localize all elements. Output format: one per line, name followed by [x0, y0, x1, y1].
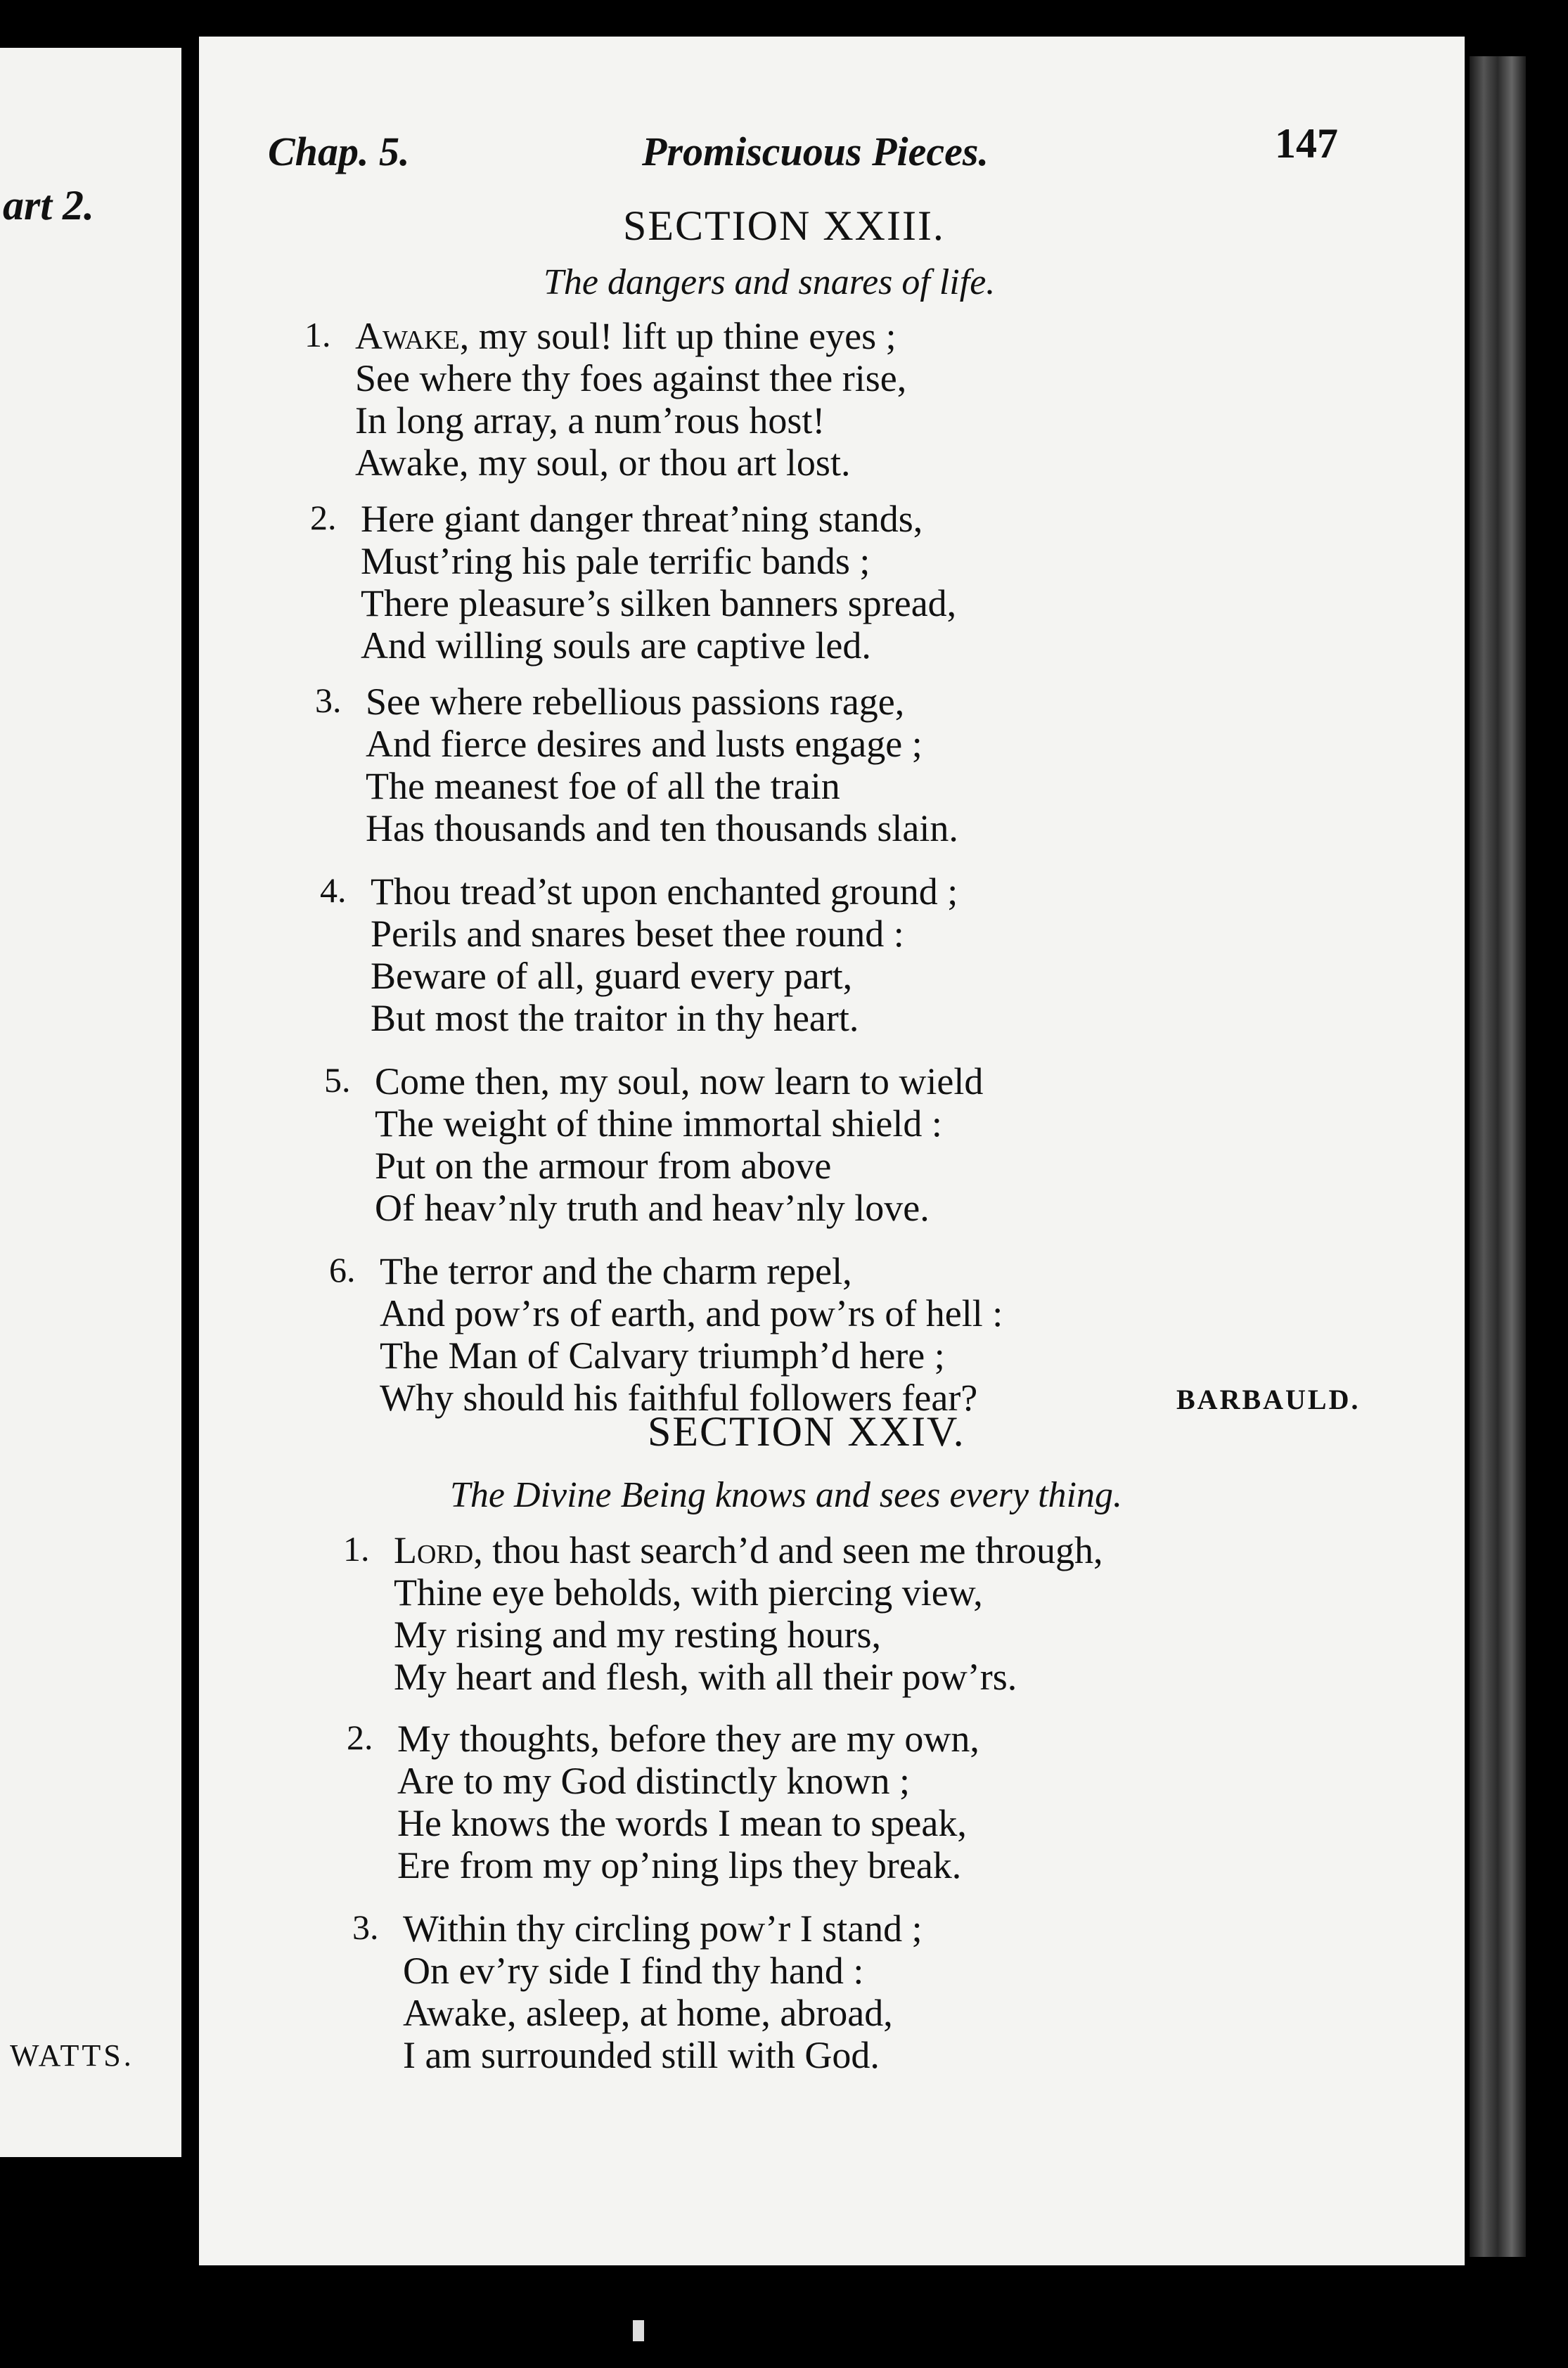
running-title: Promiscuous Pieces.: [642, 129, 989, 174]
scan-artifact: [633, 2320, 644, 2341]
stanza-number: 1.: [304, 315, 331, 354]
verse-line: The Man of Calvary triumph’d here ;: [380, 1334, 945, 1377]
stanza-number: 2.: [347, 1718, 373, 1757]
verse-line: And pow’rs of earth, and pow’rs of hell :: [380, 1292, 1003, 1334]
chapter-label: Chap. 5.: [268, 129, 410, 174]
verse-line: Come then, my soul, now learn to wield: [375, 1060, 984, 1102]
section-title: SECTION XXIV.: [648, 1408, 965, 1455]
verse-line: The weight of thine immortal shield :: [375, 1102, 942, 1145]
page-number: 147: [1275, 120, 1338, 167]
verse-line: Are to my God distinctly known ;: [397, 1760, 910, 1802]
verse-line: Awake, my soul, or thou art lost.: [355, 442, 851, 484]
stanza-number: 6.: [329, 1250, 356, 1289]
previous-page: [0, 48, 181, 2157]
verse-line: Here giant danger threat’ning stands,: [361, 498, 923, 540]
verse-first-word: Lord,: [394, 1529, 483, 1571]
section-subtitle: The dangers and snares of life.: [544, 262, 996, 302]
verse-line: Ere from my op’ning lips they break.: [397, 1844, 962, 1886]
page-edge: [1470, 56, 1526, 2257]
verse-line: He knows the words I mean to speak,: [397, 1802, 967, 1844]
verse-line: See where thy foes against thee rise,: [355, 357, 907, 399]
verse-line: Why should his faithful followers fear?: [380, 1377, 978, 1419]
verse-line: Beware of all, guard every part,: [371, 955, 853, 997]
stanza-number: 3.: [352, 1907, 379, 1947]
stanza-number: 1.: [343, 1529, 370, 1569]
section-subtitle: The Divine Being knows and sees every thing.: [450, 1475, 1122, 1515]
verse-line-rest: my soul! lift up thine eyes ;: [469, 315, 897, 357]
author-attribution: BARBAULD.: [1176, 1384, 1361, 1415]
verse-line: But most the traitor in thy heart.: [371, 997, 859, 1039]
verse-line: Thine eye beholds, with piercing view,: [394, 1571, 983, 1614]
stanza-number: 4.: [320, 870, 347, 910]
previous-page-running-head: art 2.: [3, 182, 95, 229]
verse-line: [355, 314, 897, 358]
verse-line: See where rebellious passions rage,: [366, 681, 905, 723]
verse-line: [394, 1529, 1103, 1572]
stanza-number: 3.: [315, 681, 342, 720]
verse-line: My rising and my resting hours,: [394, 1614, 881, 1656]
verse-line: And fierce desires and lusts engage ;: [366, 723, 923, 765]
verse-line: In long array, a num’rous host!: [355, 399, 825, 442]
verse-line: There pleasure’s silken banners spread,: [361, 582, 957, 624]
verse-line: On ev’ry side I find thy hand :: [403, 1950, 864, 1992]
verse-line: Perils and snares beset thee round :: [371, 913, 904, 955]
verse-line: Awake, asleep, at home, abroad,: [403, 1992, 893, 2034]
verse-line: My thoughts, before they are my own,: [397, 1718, 979, 1760]
verse-line-rest: thou hast search’d and seen me through,: [482, 1529, 1103, 1571]
verse-line: Must’ring his pale terrific bands ;: [361, 540, 870, 582]
verse-line: The terror and the charm repel,: [380, 1250, 852, 1292]
stanza-number: 5.: [324, 1060, 351, 1100]
verse-line: Has thousands and ten thousands slain.: [366, 807, 958, 849]
verse-line: Thou tread’st upon enchanted ground ;: [371, 870, 958, 913]
verse-line: Of heav’nly truth and heav’nly love.: [375, 1187, 930, 1229]
verse-line: Put on the armour from above: [375, 1145, 832, 1187]
running-head: [199, 120, 1338, 184]
previous-page-author: WATTS.: [10, 2038, 134, 2073]
verse-line: I am surrounded still with God.: [403, 2034, 880, 2076]
book-page: [199, 37, 1465, 2265]
verse-line: Within thy circling pow’r I stand ;: [403, 1907, 923, 1950]
verse-line: The meanest foe of all the train: [366, 765, 840, 807]
verse-first-word: Awake,: [355, 315, 470, 357]
verse-line: My heart and flesh, with all their pow’rs.: [394, 1656, 1017, 1698]
section-title: SECTION XXIII.: [623, 202, 945, 249]
verse-line: And willing souls are captive led.: [361, 624, 871, 667]
stanza-number: 2.: [310, 498, 337, 537]
